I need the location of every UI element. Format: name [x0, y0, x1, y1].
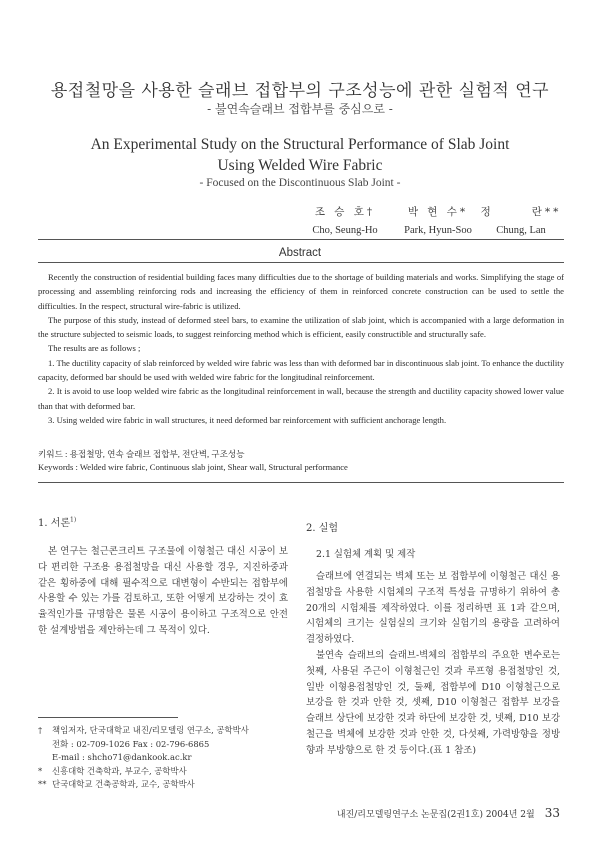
footnote-line: E-mail : shcho71@dankook.ac.kr	[52, 752, 192, 763]
footnote-coauthor-2	[38, 778, 298, 792]
page-footer	[337, 806, 560, 820]
keywords-english: Keywords : Welded wire fabric, Continuous slab joint, Shear wall, Structural performance	[38, 462, 348, 472]
author-1	[300, 204, 390, 236]
page-number: 33	[544, 806, 560, 820]
author-3-name-ko: 정 란**	[480, 206, 562, 218]
section-1-footnote-ref: 1)	[70, 516, 77, 524]
author-1-name-ko: 조 승 호†	[314, 206, 376, 218]
author-1-name-en: Cho, Seung-Ho	[312, 225, 378, 236]
section-2-heading: 2. 실험	[306, 523, 339, 534]
footnote-coauthor-1	[38, 765, 298, 779]
author-2-name-ko: 박 현 수*	[407, 206, 469, 218]
footnote-line: 단국대학교 건축공학과, 교수, 공학박사	[52, 779, 195, 790]
abstract-paragraph: The results are as follows ;	[48, 343, 141, 354]
section-1-paragraph: 본 연구는 철근콘크리트 구조물에 이형철근 대신 시공이 보다 편리한 구조용 용접철망을 대신 사용할 경우, 지진하중과 같은 횡하중에 대해 필수적으로 대변형이 수반되는 접합부에 사용할 수 있는 가를 검토하고, 또한 어떻게 보강하는 것이 효율적인가를 규명함은 물론 시공이 용이하고 구조적으로 안전한 설계방법을 제안하는데 그 목적이 있다.	[38, 546, 288, 636]
abstract-heading-rule	[38, 262, 564, 263]
footnotes	[38, 724, 298, 792]
author-3	[480, 204, 562, 236]
journal-citation: 내진/리모델링연구소 논문집(2권1호) 2004년 2월	[336, 810, 535, 820]
footnote-mark: *	[38, 765, 43, 776]
author-2	[388, 204, 488, 236]
abstract-top-rule	[38, 239, 564, 240]
subtitle-english: - Focused on the Discontinuous Slab Joint -	[199, 177, 401, 189]
subtitle-korean: - 불연속슬래브 접합부를 중심으로 -	[207, 102, 393, 116]
author-2-name-en: Park, Hyun-Soo	[404, 225, 472, 236]
author-3-name-en: Chung, Lan	[496, 225, 546, 236]
title-korean: 용접철망을 사용한 슬래브 접합부의 구조성능에 관한 실험적 연구	[50, 81, 550, 101]
footnote-corresponding	[38, 724, 298, 765]
footnote-mark: **	[38, 779, 47, 790]
abstract-paragraph: 2. It is avoid to use loop welded wire fabric as the longitudinal reinforcement in wall, because the strength and ductility capacity showed lower value than that with deformed bar.	[38, 386, 564, 411]
title-english	[0, 134, 600, 176]
abstract-heading: Abstract	[278, 247, 322, 259]
section-1-title: 1. 서론	[38, 518, 71, 529]
title-english-line1: An Experimental Study on the Structural Performance of Slab Joint	[90, 136, 510, 153]
title-english-line2: Using Welded Wire Fabric	[217, 157, 383, 174]
keywords-korean: 키워드 : 용접철망, 연속 슬래브 접합부, 전단벽, 구조성능	[38, 449, 245, 459]
footnote-mark: †	[38, 725, 43, 735]
abstract-paragraph: 3. Using welded wire fabric in wall structures, it need deformed bar reinforcement with sufficient anchorage length.	[48, 414, 447, 425]
section-2-paragraph: 슬래브에 연결되는 벽체 또는 보 접합부에 이형철근 대신 용접철망을 사용한 시험체의 구조적 특성을 규명하기 위하여 총 20개의 시험체를 제작하였다. 이를 정리하면 표 1과 같으며, 시험체의 크기는 실험실의 크기와 실험기의 용량을 고려하여 결정하였다.	[306, 571, 560, 646]
abstract-paragraph: 1. The ductility capacity of slab reinforced by welded wire fabric was less than with deformed bar in discontinuous slab joint. To enhance the ductility capacity, deformed bar should be used with welded wire fabric for the longitudinal reinforcement.	[38, 357, 564, 383]
footnote-line: 책임저자, 단국대학교 내진/리모델링 연구소, 공학박사	[52, 725, 249, 735]
abstract-bottom-rule	[38, 482, 564, 483]
footnote-rule	[38, 717, 178, 718]
section-1-heading	[38, 514, 76, 529]
section-2-paragraph: 불연속 슬래브의 슬래브-벽체의 접합부의 주요한 변수로는 첫째, 사용된 주근이 이형철근인 것과 루프형 용접철망인 것, 일반 이형용접철망인 것, 둘째, 접합부에 D10 이형철근으로 보강을 한 것과 안한 것, 셋째, D10 이형철근 접합부 보강을 슬래브 상단에 보강한 것과 하단에 보강한 것, 넷째, D10 보강철근을 벽체에 보강한 것과 안한 것, 다섯째, 가력방향을 정방향과 부방향으로 한 것 등이다.(표 1 참조)	[306, 649, 560, 756]
abstract-paragraph: Recently the construction of residential building faces many difficulties due to the shortage of building materials and works. Simplifying the stage of processing and assembling reinforcing rods and increasing the efficiency of them in reinforced concrete construction can be used to settle the difficulties. In the respect, structural wire-fabric is utilized.	[38, 272, 564, 311]
footnote-line: 전화 : 02-709-1026 Fax : 02-796-6865	[52, 738, 210, 749]
abstract-body	[38, 270, 564, 427]
section-1-body	[38, 544, 288, 639]
abstract-paragraph: The purpose of this study, instead of deformed steel bars, to examine the utilization of slab joint, which is accompanied with a large deformation in the structure subjected to seismic loads, to suggest reinforcing method which is efficient, easily constructible and structurally safe.	[38, 314, 564, 340]
footnote-line: 신흥대학 건축학과, 부교수, 공학박사	[52, 765, 187, 776]
section-2-1-heading: 2.1 실험체 계획 및 제작	[316, 549, 416, 560]
section-2-body	[306, 569, 560, 759]
